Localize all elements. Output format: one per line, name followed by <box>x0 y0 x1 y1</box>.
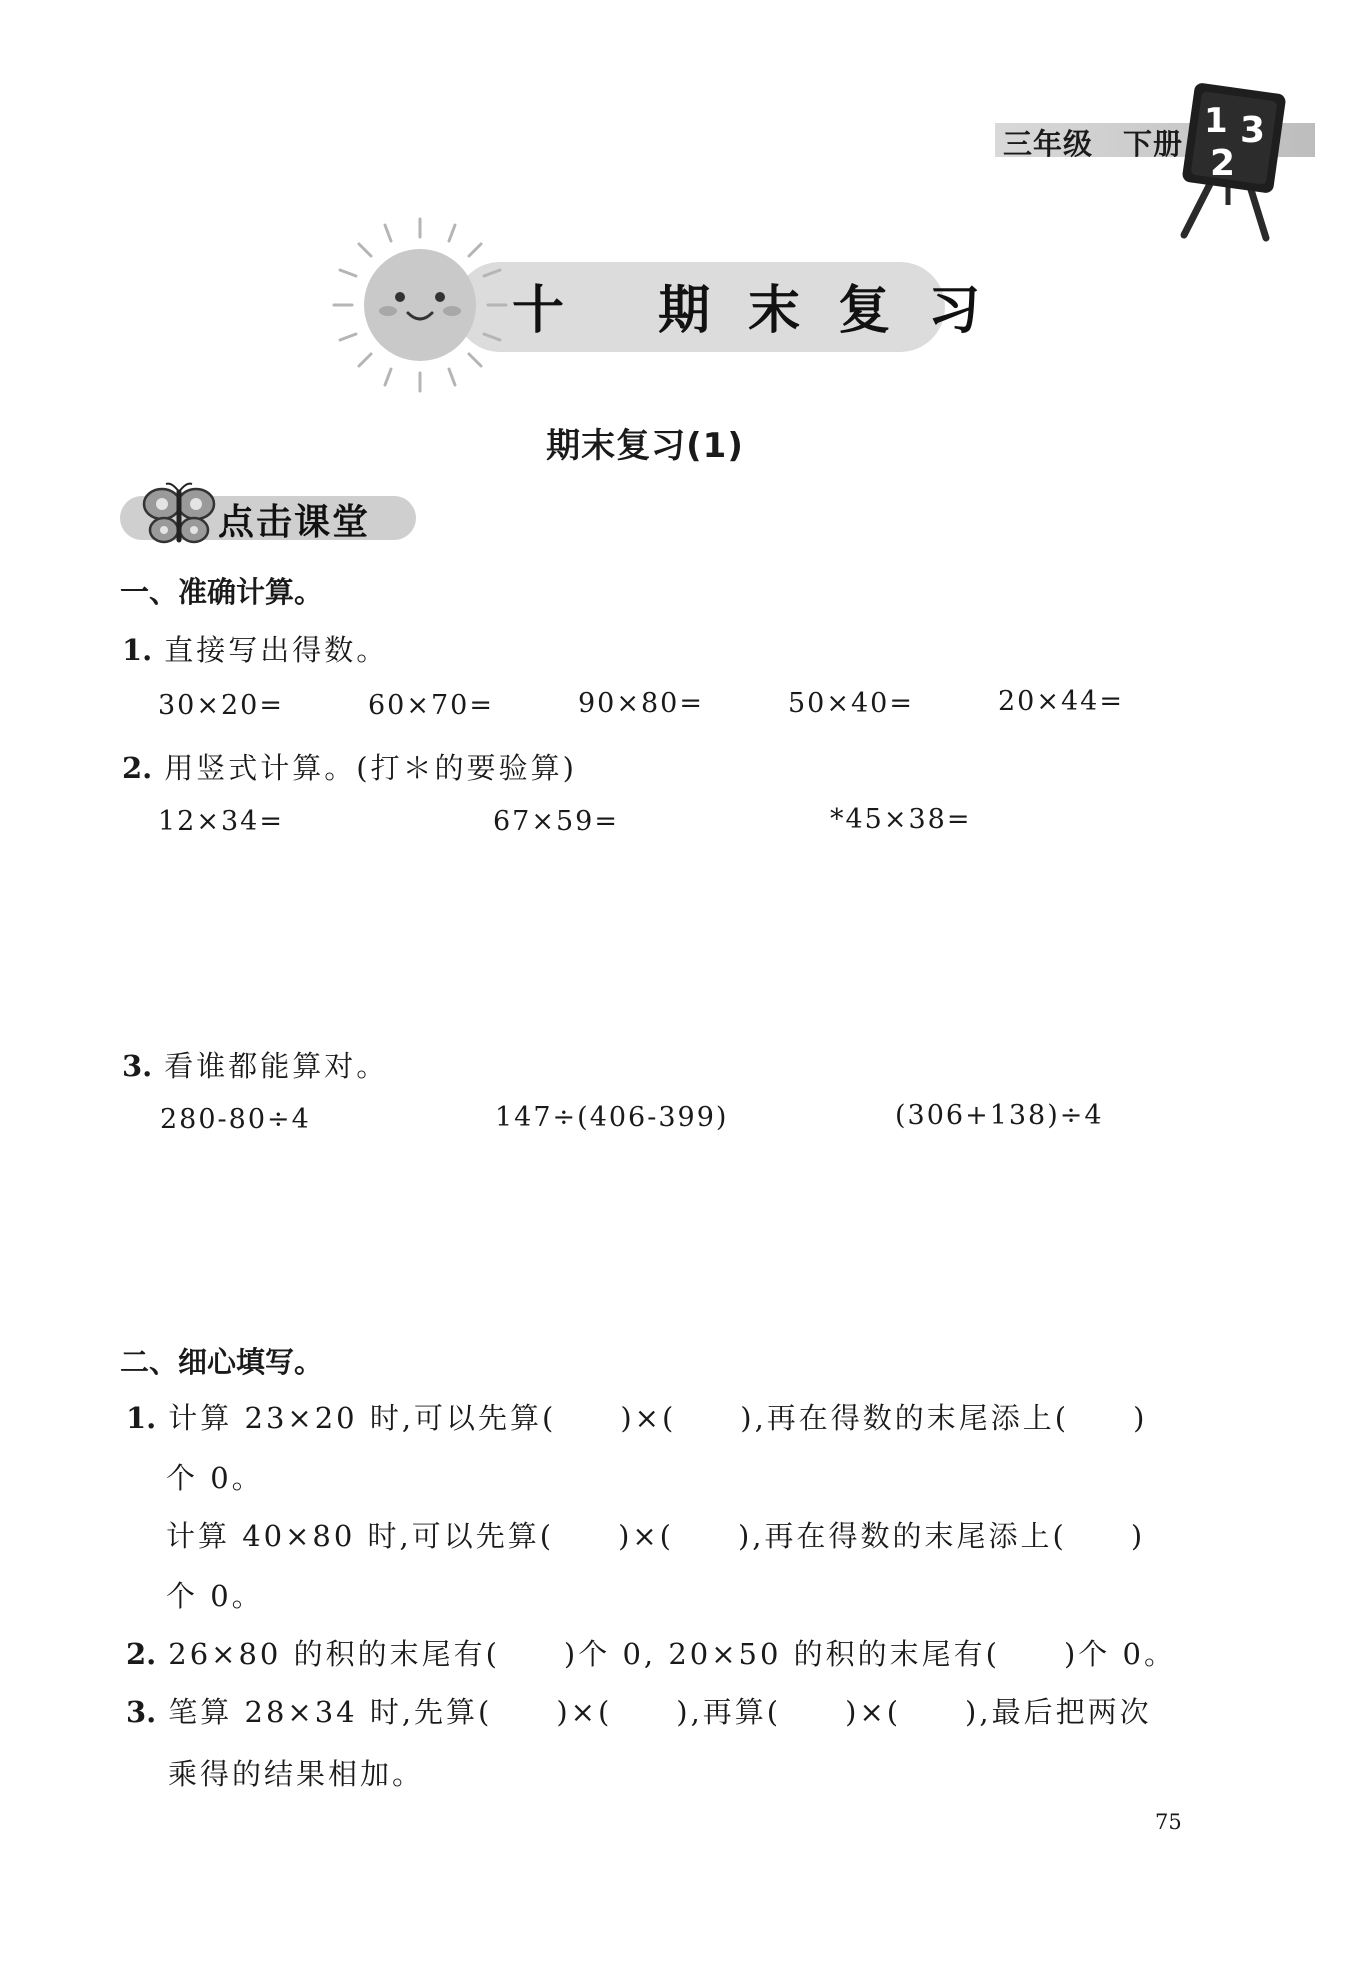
section1-heading: 一、准确计算。 <box>120 575 324 609</box>
s1-q2-number: 2. <box>122 751 153 785</box>
s1-q2-text: 用竖式计算。(打＊的要验算) <box>164 751 577 785</box>
s1-q3 <box>122 1044 388 1085</box>
s1-q3-number: 3. <box>122 1049 153 1083</box>
grade-label <box>1003 122 1183 163</box>
s1-q1-item: 90×80= <box>578 688 704 719</box>
section2-heading: 二、细心填写。 <box>120 1345 324 1379</box>
s1-q1 <box>122 628 388 669</box>
butterfly-icon <box>140 480 220 550</box>
s1-q2-item: 67×59= <box>493 806 619 837</box>
s2-q1 <box>126 1396 1147 1437</box>
s2-q2 <box>126 1632 1176 1673</box>
s1-q1-item: 20×44= <box>998 686 1124 717</box>
s1-q3-item: (306+138)÷4 <box>895 1100 1104 1131</box>
s1-q2-item: *45×38= <box>830 804 972 835</box>
s1-q1-item: 60×70= <box>368 690 494 721</box>
s2-q1-number: 1. <box>126 1401 157 1435</box>
section-tag-label: 点击课堂 <box>218 502 371 543</box>
lesson-title: 期末复习(1) <box>546 426 744 466</box>
s1-q1-text: 直接写出得数。 <box>164 633 389 667</box>
s1-q3-item: 280-80÷4 <box>160 1104 311 1135</box>
badge-digit-1: 1 <box>1204 101 1228 141</box>
s1-q1-number: 1. <box>122 633 153 667</box>
badge-digit-2: 3 <box>1240 110 1266 151</box>
s2-q2-text: 26×80 的积的末尾有( )个 0, 20×50 的积的末尾有( )个 0。 <box>168 1637 1176 1671</box>
s1-q2-item: 12×34= <box>158 806 284 837</box>
s1-q1-item: 30×20= <box>158 690 284 721</box>
s1-q2 <box>122 746 577 787</box>
s2-q3-number: 3. <box>126 1695 157 1729</box>
chapter-title: 十 期末复习 <box>512 281 1019 341</box>
s2-q1-line1: 计算 23×20 时,可以先算( )×( ),再在得数的末尾添上( ) <box>168 1401 1148 1435</box>
badge-digit-3: 2 <box>1210 143 1236 184</box>
page-number: 75 <box>1155 1810 1182 1834</box>
grade-text: 三年级 <box>1003 127 1094 161</box>
s2-q2-number: 2. <box>126 1637 157 1671</box>
s2-q3 <box>126 1690 1152 1731</box>
s2-q3-line2: 乘得的结果相加。 <box>168 1757 425 1791</box>
s2-q3-line1: 笔算 28×34 时,先算( )×( ),再算( )×( ),最后把两次 <box>168 1695 1152 1729</box>
sun-icon <box>330 215 510 395</box>
s2-q1-line3: 计算 40×80 时,可以先算( )×( ),再在得数的末尾添上( ) <box>166 1519 1146 1553</box>
volume-text: 下册 <box>1123 127 1184 161</box>
blackboard-badge-icon <box>1170 80 1295 245</box>
s2-q1-line4: 个 0。 <box>166 1579 264 1613</box>
s2-q1-line2: 个 0。 <box>166 1461 264 1495</box>
s1-q3-text: 看谁都能算对。 <box>164 1049 389 1083</box>
s1-q1-item: 50×40= <box>788 688 914 719</box>
s1-q3-item: 147÷(406-399) <box>495 1102 729 1133</box>
